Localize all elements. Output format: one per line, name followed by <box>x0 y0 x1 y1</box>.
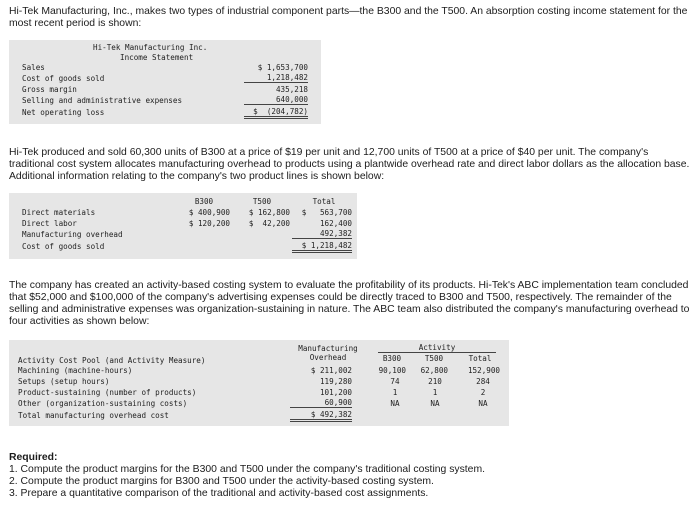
cost-header-b300: B300 <box>194 197 214 206</box>
gross-margin-value: 435,218 <box>275 85 308 94</box>
activity-header-t500: T500 <box>424 354 444 363</box>
sales-label: Sales <box>22 63 45 72</box>
mo-header-line1: Manufacturing <box>298 344 358 353</box>
mo-header-line2: Overhead <box>309 353 347 362</box>
setups-b300: 74 <box>390 377 400 386</box>
activity-header: Activity <box>378 343 496 353</box>
production-paragraph: Hi-Tek produced and sold 60,300 units of B300 at a price of $19 per unit and 12,700 units of T500 at a price of $40 per unit. The company's traditional cost system allocates manufacturing overhead to products using a plantwide overhead rate and direct labor dollars as the allocation base. Additional information relating to the company's two product lines is shown below: <box>9 147 690 182</box>
dm-t500: $ 162,800 <box>248 208 290 217</box>
income-statement-title: Hi-Tek Manufacturing Inc. <box>93 43 208 52</box>
abc-paragraph: The company has created an activity-based costing system to evaluate the profitability of its products. Hi-Tek's ABC implementation team concluded that $52,000 and $100,000 of the company's advertising expenses could be directly traced to B300 and T500, respectively. The remainder of the selling and administrative expenses was organization-sustaining in nature. The ABC team also distributed the company's manufacturing overhead to four activities as shown below: <box>9 280 690 327</box>
setups-mo: 119,280 <box>319 377 352 386</box>
net-loss-label: Net operating loss <box>22 108 105 117</box>
dl-total: 162,400 <box>319 219 352 228</box>
other-b300: NA <box>390 399 400 408</box>
sga-value: 640,000 <box>244 95 308 105</box>
other-total: NA <box>478 399 488 408</box>
mo-total: 492,382 <box>292 229 352 239</box>
gross-margin-label: Gross margin <box>22 85 77 94</box>
machining-t500: 62,800 <box>420 366 448 375</box>
sales-value: $ 1,653,700 <box>257 63 308 72</box>
cost-header-t500: T500 <box>252 197 272 206</box>
product-sustaining-b300: 1 <box>392 388 398 397</box>
required-item-1: 1. Compute the product margins for the B300 and T500 under the company's traditional costing system. <box>9 464 485 475</box>
pool-header: Activity Cost Pool (and Activity Measure) <box>18 356 206 365</box>
required-title: Required: <box>9 452 58 463</box>
sga-label: Selling and administrative expenses <box>22 96 183 105</box>
cogs-total: $ 1,218,482 <box>292 241 352 253</box>
net-loss-value: $ (204,782) <box>244 107 308 119</box>
cost-header-total: Total <box>312 197 336 206</box>
other-t500: NA <box>430 399 440 408</box>
cogs-label: Cost of goods sold <box>22 74 105 83</box>
activity-header-total: Total <box>468 354 492 363</box>
total-mo-value: $ 492,382 <box>290 410 352 422</box>
activity-header-b300: B300 <box>382 354 402 363</box>
dl-b300: $ 120,200 <box>188 219 230 228</box>
intro-text: Hi-Tek Manufacturing, Inc., makes two types of industrial component parts—the B300 and the T500. An absorption costing income statement for the most recent period is shown: <box>9 6 688 29</box>
setups-t500: 210 <box>428 377 442 386</box>
dl-t500: $ 42,200 <box>248 219 290 228</box>
machining-mo: $ 211,002 <box>310 366 352 375</box>
required-item-2: 2. Compute the product margins for B300 and T500 under the activity-based costing system. <box>9 476 434 487</box>
total-mo-label: Total manufacturing overhead cost <box>18 411 169 420</box>
machining-b300: 90,100 <box>378 366 406 375</box>
setups-label: Setups (setup hours) <box>18 377 110 386</box>
income-statement-subtitle: Income Statement <box>120 53 194 62</box>
product-sustaining-t500: 1 <box>432 388 438 397</box>
direct-labor-label: Direct labor <box>22 219 77 228</box>
required-item-3: 3. Prepare a quantitative comparison of the traditional and activity-based cost assignments. <box>9 488 429 499</box>
product-sustaining-total: 2 <box>480 388 486 397</box>
mfg-overhead-label: Manufacturing overhead <box>22 230 123 239</box>
cost-cogs-label: Cost of goods sold <box>22 242 105 251</box>
other-label: Other (organization-sustaining costs) <box>18 399 188 408</box>
cogs-value: 1,218,482 <box>244 73 308 83</box>
setups-total: 284 <box>476 377 490 386</box>
product-sustaining-label: Product-sustaining (number of products) <box>18 388 197 397</box>
other-mo: 60,900 <box>290 398 352 408</box>
machining-label: Machining (machine-hours) <box>18 366 133 375</box>
machining-total: 152,900 <box>467 366 500 375</box>
product-sustaining-mo: 101,200 <box>319 388 352 397</box>
dm-total: $ 563,700 <box>301 208 352 217</box>
direct-materials-label: Direct materials <box>22 208 96 217</box>
dm-b300: $ 400,900 <box>188 208 230 217</box>
